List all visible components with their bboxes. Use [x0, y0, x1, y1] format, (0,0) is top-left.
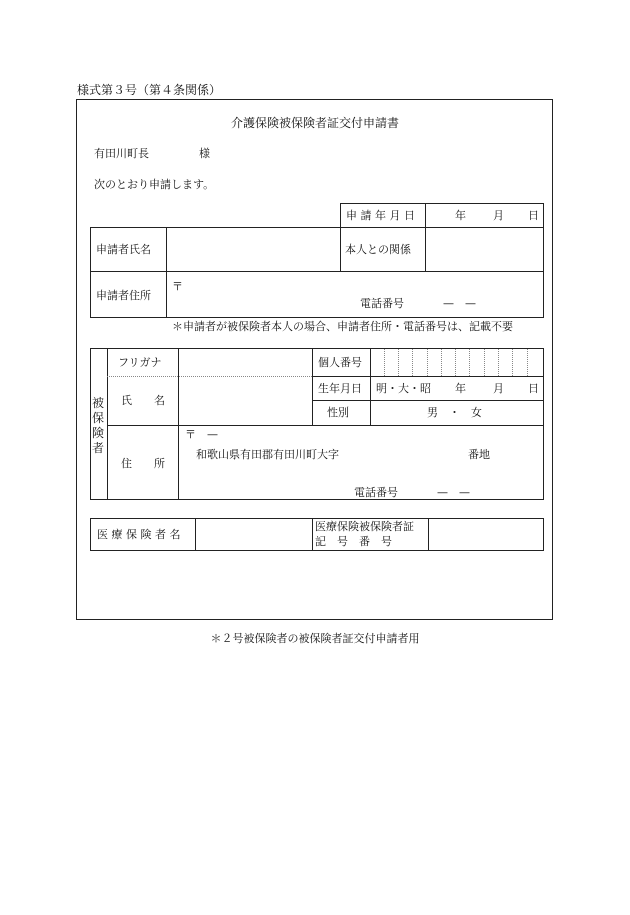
form-number: 様式第３号（第４条関係） [77, 83, 222, 97]
insured-address-prefix: 和歌山県有田郡有田川町大字 [196, 448, 339, 461]
insured-phone-label: 電話番号 [354, 486, 398, 499]
applicant-postal-mark: 〒 [172, 280, 183, 293]
era-options: 明・大・昭 [376, 382, 431, 395]
medical-cert-label-2: 記 号 番 号 [315, 535, 392, 548]
insured-table [90, 348, 544, 500]
birth-date-label: 生年月日 [318, 382, 362, 395]
insured-name-label: 氏 名 [121, 394, 165, 407]
medical-cert-label-1: 医療保険被保険者証 [315, 520, 414, 533]
applicant-address-label: 申請者住所 [96, 289, 151, 302]
applicant-phone-dashes: — — [443, 297, 476, 310]
application-month-label: 月 [493, 209, 504, 222]
form-title: 介護保険被保険者証交付申請書 [230, 116, 399, 130]
sex-options: 男 ・ 女 [427, 406, 482, 419]
application-year-label: 年 [455, 209, 466, 222]
sex-label: 性別 [327, 406, 349, 419]
furigana-label: フリガナ [118, 356, 162, 369]
birth-day-label: 日 [528, 382, 539, 395]
honorific: 様 [199, 147, 210, 160]
insured-postal: 〒 — [185, 428, 218, 441]
footer-note: ＊２号被保険者の被保険者証交付申請者用 [210, 632, 420, 645]
birth-month-label: 月 [493, 382, 504, 395]
applicant-name-label: 申請者氏名 [96, 243, 151, 256]
insured-section-label: 被保険者 [91, 396, 104, 455]
insured-banchi: 番地 [468, 448, 490, 461]
relation-label: 本人との関係 [345, 243, 411, 256]
personal-number-label: 個人番号 [318, 356, 362, 369]
intro-text: 次のとおり申請します。 [94, 178, 215, 191]
application-date-label: 申 請 年 月 日 [346, 209, 415, 222]
application-day-label: 日 [528, 209, 539, 222]
insured-phone-dashes: — — [437, 486, 470, 499]
birth-year-label: 年 [455, 382, 466, 395]
applicant-phone-label: 電話番号 [360, 297, 404, 310]
insured-address-label: 住 所 [121, 457, 165, 470]
addressee: 有田川町長 [94, 147, 149, 160]
medical-insurer-label: 医 療 保 険 者 名 [97, 528, 181, 541]
applicant-note: ＊申請者が被保険者本人の場合、申請者住所・電話番号は、記載不要 [172, 320, 513, 333]
